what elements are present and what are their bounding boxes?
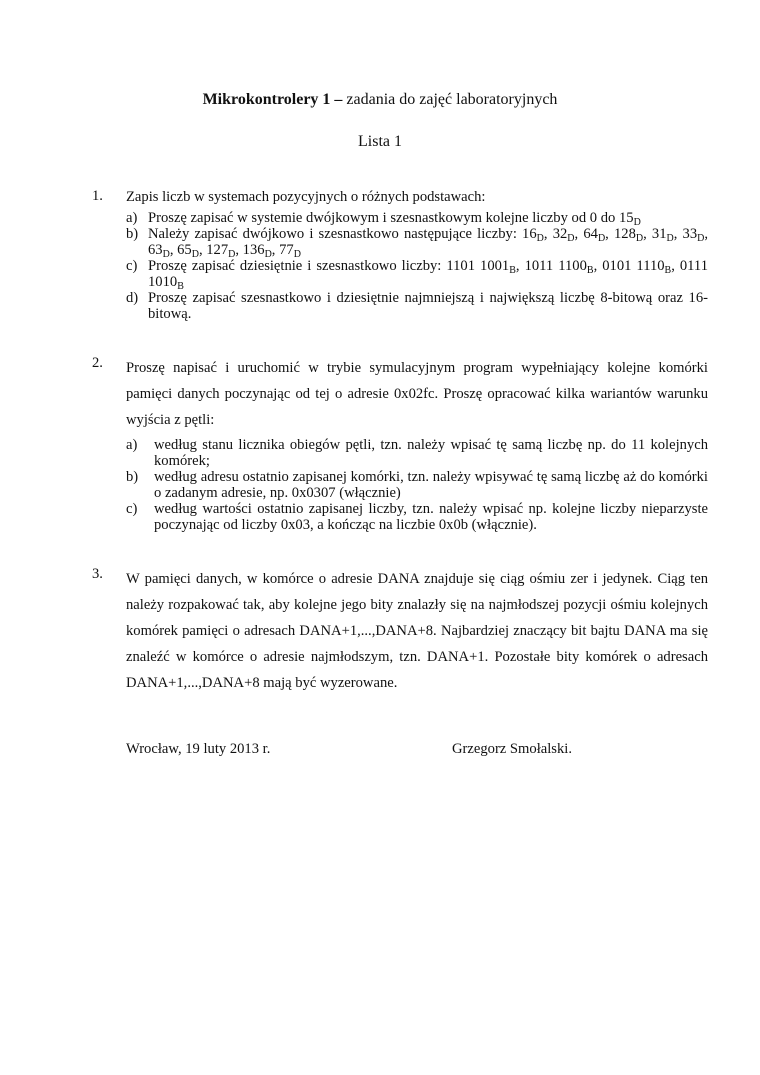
subtask-item [126, 437, 708, 469]
task-intro: Proszę napisać i uruchomić w trybie symulacyjnym program wypełniający kolejne komórki pamięci danych poczynając od tej o adresie 0x02fc. Proszę opracować kilka wariantów warunku wyjścia z pętli: [126, 360, 708, 428]
task-intro: Zapis liczb w systemach pozycyjnych o różnych podstawach: [126, 189, 486, 205]
task-number: 2. [92, 355, 103, 371]
subtask-item [126, 290, 708, 322]
task-2 [92, 355, 708, 533]
subtask-letter: c) [126, 258, 138, 274]
place-date: Wrocław, 19 luty 2013 r. [126, 741, 271, 757]
subtask-letter: a) [126, 437, 138, 453]
page-title [0, 91, 760, 109]
subtask-letter: c) [126, 501, 138, 517]
subtask-text: , 63 [148, 226, 709, 258]
base-subscript: D [293, 249, 301, 260]
subtask-item [126, 258, 708, 290]
subtask-text: Proszę zapisać w systemie dwójkowym i szesnastkowym kolejne liczby od 0 do 15 [148, 210, 634, 226]
subtask-letter: b) [126, 226, 139, 242]
task-1 [92, 188, 708, 322]
subtask-text: Proszę zapisać szesnastkowo i dziesiętnie najmniejszą i największą liczbę 8-bitową oraz 16-bitową. [148, 290, 708, 322]
base-subscript: B [664, 265, 672, 276]
base-subscript: D [697, 233, 705, 244]
task-body [126, 566, 708, 696]
subtask-text: Należy zapisać dwójkowo i szesnastkowo następujące liczby: 16 [148, 226, 537, 242]
base-subscript: D [633, 217, 641, 228]
base-subscript: B [177, 281, 184, 292]
subtask-text: , 64 [574, 226, 598, 242]
subtask-text: , 33 [673, 226, 698, 242]
subtask-text: według adresu ostatnio zapisanej komórki, tzn. należy wpisywać tę samą liczbę aż do komórki o zadanym adresie, np. 0x0307 (włącznie) [154, 469, 708, 501]
task-3 [92, 566, 708, 696]
title-rest: zadania do zajęć laboratoryjnych [342, 91, 558, 108]
task-number: 1. [92, 188, 103, 204]
task-body [126, 188, 708, 322]
subtask-text: , 0111 1010 [148, 258, 708, 290]
base-subscript: B [509, 265, 516, 276]
subtask-letter: d) [126, 290, 139, 306]
subtask-text: , 0101 1110 [593, 258, 665, 274]
base-subscript: D [191, 249, 199, 260]
subtask-item [126, 501, 708, 533]
subtask-text: , 32 [543, 226, 568, 242]
subtask-text: , 65 [169, 242, 192, 258]
base-subscript: D [635, 233, 644, 244]
subtask-text: , 77 [271, 242, 294, 258]
subtask-letter: a) [126, 210, 138, 226]
task-number: 3. [92, 566, 103, 582]
base-subscript: B [586, 265, 594, 276]
subtask-list [126, 210, 708, 322]
base-subscript: D [264, 249, 272, 260]
base-subscript: D [162, 249, 170, 260]
base-subscript: D [666, 233, 674, 244]
subtask-item [126, 226, 708, 258]
list-subtitle: Lista 1 [358, 133, 402, 150]
subtask-letter: b) [126, 469, 139, 485]
title-bold: Mikrokontrolery 1 – [202, 91, 343, 108]
subtask-item [126, 469, 708, 501]
base-subscript: D [597, 233, 606, 244]
task-intro: W pamięci danych, w komórce o adresie DANA znajduje się ciąg ośmiu zer i jedynek. Ciąg ten należy rozpakować tak, aby kolejne jego bity znalazły się na najmłodszej pozycji ośmiu kolejnych komórek pamięci o adresach DANA+1,...,DANA+8. Najbardziej znaczący bit bajtu DANA ma się znaleźć w komórce o adresie najmłodszym, tzn. DANA+1. Pozostałe bity komórek o adresach DANA+1,...,DANA+8 mają być wyzerowane. [126, 571, 708, 691]
subtask-text: , 136 [235, 242, 265, 258]
base-subscript: D [536, 233, 544, 244]
base-subscript: D [228, 249, 236, 260]
subtask-text: , 128 [605, 226, 636, 242]
subtask-item [126, 210, 708, 226]
subtask-text: Proszę zapisać dziesiętnie i szesnastkowo liczby: 1101 1001 [148, 258, 510, 274]
base-subscript: D [567, 233, 575, 244]
task-body [126, 355, 708, 533]
subtask-text: według wartości ostatnio zapisanej liczby, tzn. należy wpisać np. kolejne liczby nieparzyste poczynając od liczby 0x03, a kończąc na liczbie 0x0b (włącznie). [154, 501, 708, 533]
subtask-text: według stanu licznika obiegów pętli, tzn. należy wpisać tę samą liczbę np. do 11 kolejnych komórek; [154, 437, 708, 469]
subtask-text: , 31 [643, 226, 667, 242]
author-name: Grzegorz Smołalski. [452, 741, 572, 757]
subtask-text: , 127 [198, 242, 229, 258]
subtask-text: , 1011 1100 [515, 258, 587, 274]
subtask-list [126, 437, 708, 533]
